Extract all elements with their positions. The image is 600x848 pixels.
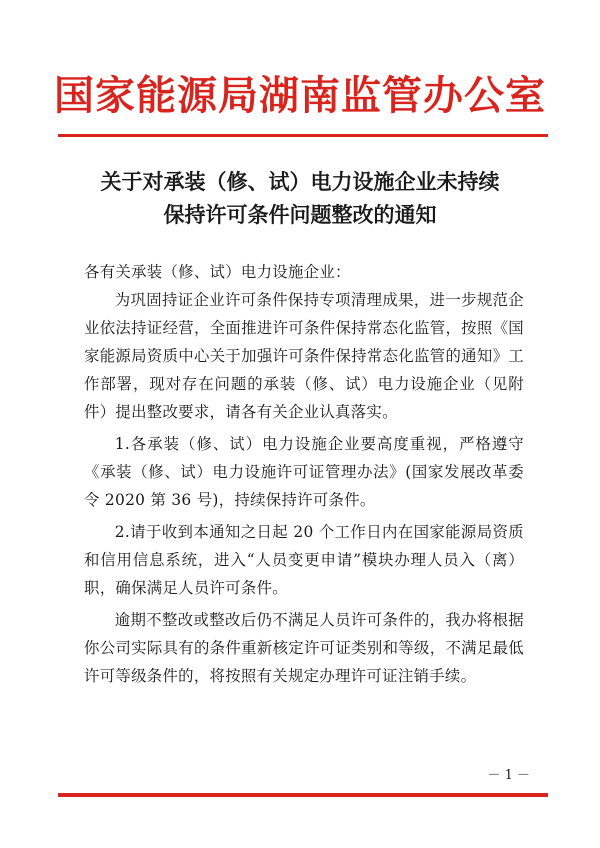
document-title-line-2: 保持许可条件问题整改的通知 <box>163 202 437 227</box>
paragraph-item-1: 1.各承装（修、试）电力设施企业要高度重视，严格遵守《承装（修、试）电力设施许可证管理办法》(国家发展改革委令 2020 第 36 号)，持续保持许可条件。 <box>84 435 524 509</box>
organization-header: 国家能源局湖南监管办公室 <box>54 72 546 119</box>
document-title <box>0 165 600 231</box>
page-number: － 1 － <box>487 768 530 783</box>
paragraph-item-2: 2.请于收到本通知之日起 20 个工作日内在国家能源局资质和信用信息系统，进入“人员变更申请”模块办理人员入（离）职，确保满足人员许可条件。 <box>84 523 524 597</box>
paragraph-penalty: 逾期不整改或整改后仍不满足人员许可条件的，我办将根据你公司实际具有的条件重新核定许可证类别和等级，不满足最低许可等级条件的，将按照有关规定办理许可证注销手续。 <box>84 611 524 685</box>
document-body <box>84 258 524 690</box>
header-red-rule <box>58 134 548 137</box>
document-title-line-1: 关于对承装（修、试）电力设施企业未持续 <box>100 169 500 194</box>
footer-red-rule <box>58 793 548 797</box>
salutation: 各有关承装（修、试）电力设施企业： <box>84 263 351 281</box>
paragraph-intro: 为巩固持证企业许可条件保持专项清理成果，进一步规范企业依法持证经营，全面推进许可条件保持常态化监管，按照《国家能源局资质中心关于加强许可条件保持常态化监管的通知》工作部署，现对存在问题的承装（修、试）电力设施企业（见附件）提出整改要求，请各有关企业认真落实。 <box>84 291 524 421</box>
